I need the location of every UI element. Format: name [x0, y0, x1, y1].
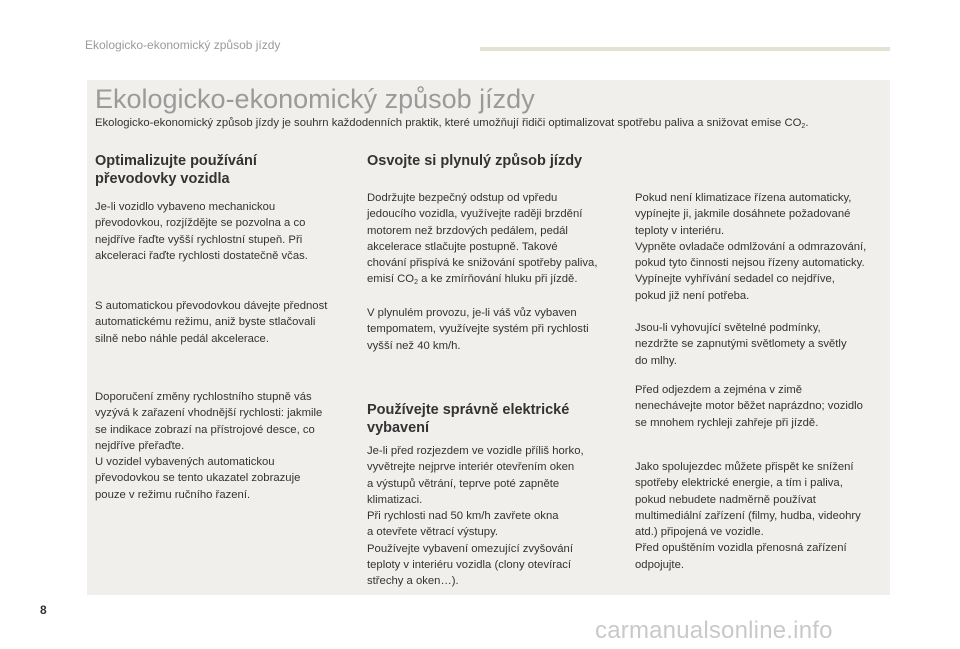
col3-paragraph-3: Před odjezdem a zejména v zimě nenechávejte motor běžet naprázdno; vozidlo se mnohem rychleji zahřeje při jízdě. [635, 384, 863, 429]
col3-paragraph-2: Jsou-li vyhovující světelné podmínky, nezdržte se zapnutými světlomety a světly do mlhy. [635, 322, 847, 367]
col2-p1-tail: a ke zmírňování hluku při jízdě. [417, 273, 578, 286]
header-title: Ekologicko-ekonomický způsob jízdy [85, 38, 281, 52]
col1-paragraph-3: Doporučení změny rychlostního stupně vás vyzývá k zařazení vhodnější rychlosti: jakmile se indikace zobrazí na přístrojové desce, co nejdříve přeřaďte. U vozidel vybavených automatickou převodovkou se tento ukazatel zobrazuje pouze v režimu ručního řazení. [95, 391, 323, 501]
col3-paragraph-4: Jako spolujezdec můžete přispět ke snížení spotřeby elektrické energie, a tím i paliva, pokud nebudete nadměrně používat multimediální zařízení (filmy, hudba, videohry atd.) připojená ve vozidle. Před opuštěním vozidla přenosná zařízení odpojujte. [635, 461, 861, 571]
col2-paragraph-1 [367, 190, 632, 288]
intro-subscript: 2 [801, 123, 806, 130]
header-rule [480, 47, 890, 51]
col2-paragraph-2: V plynulém provozu, je-li váš vůz vybaven tempomatem, využívejte systém při rychlosti vyšší než 40 km/h. [367, 307, 589, 352]
intro-tail: . [805, 117, 809, 129]
col2-p1-body: Dodržujte bezpečný odstup od vpředu jedoucího vozidla, využívejte raději brzdění motorem než brzdových pedálem, pedál akcelerace stlačujte postupně. Takové chování přispívá ke snižování spotřeby paliva, emisí CO [367, 192, 598, 286]
col3-paragraph-1: Pokud není klimatizace řízena automaticky, vypínejte ji, jakmile dosáhnete požadované teploty v interiéru. Vypněte ovladače odmlžování a odmrazování, pokud tyto činnosti nejsou řízeny automaticky. Vypínejte vyhřívání sedadel co nejdříve, pokud již není potřeba. [635, 192, 867, 302]
col2-p1-subscript: 2 [414, 279, 418, 287]
page-title: Ekologicko-ekonomický způsob jízdy [95, 84, 535, 114]
col1-paragraph-2: S automatickou převodovkou dávejte přednost automatickému režimu, aniž byste stlačovali silně nebo náhle pedál akcelerace. [95, 300, 328, 345]
intro-text [95, 117, 808, 129]
col2-heading-2: Používejte správně elektrické vybavení [367, 402, 570, 436]
page-number: 8 [40, 603, 47, 617]
col2-paragraph-3: Je-li před rozjezdem ve vozidle příliš horko, vyvětrejte nejprve interiér otevřením oken a výstupů větrání, teprve poté zapněte klimatizaci. Při rychlosti nad 50 km/h zavřete okna a otevřete větrací výstupy. Používejte vybavení omezující zvyšování teploty v interiéru vozidla (clony otevírací střechy a oken…). [367, 445, 584, 588]
intro-body: Ekologicko-ekonomický způsob jízdy je souhrn každodenních praktik, které umožňují řidiči optimalizovat spotřebu paliva a snižovat emise CO [95, 117, 802, 129]
col2-heading: Osvojte si plynulý způsob jízdy [367, 153, 583, 169]
watermark: carmanualsonline.info [595, 617, 833, 644]
col1-heading: Optimalizujte používání převodovky vozidla [95, 153, 257, 187]
col1-paragraph-1: Je-li vozidlo vybaveno mechanickou převodovkou, rozjíždějte se pozvolna a co nejdříve řaďte vyšší rychlostní stupeň. Při akceleraci řaďte rychlosti dostatečně včas. [95, 201, 308, 262]
